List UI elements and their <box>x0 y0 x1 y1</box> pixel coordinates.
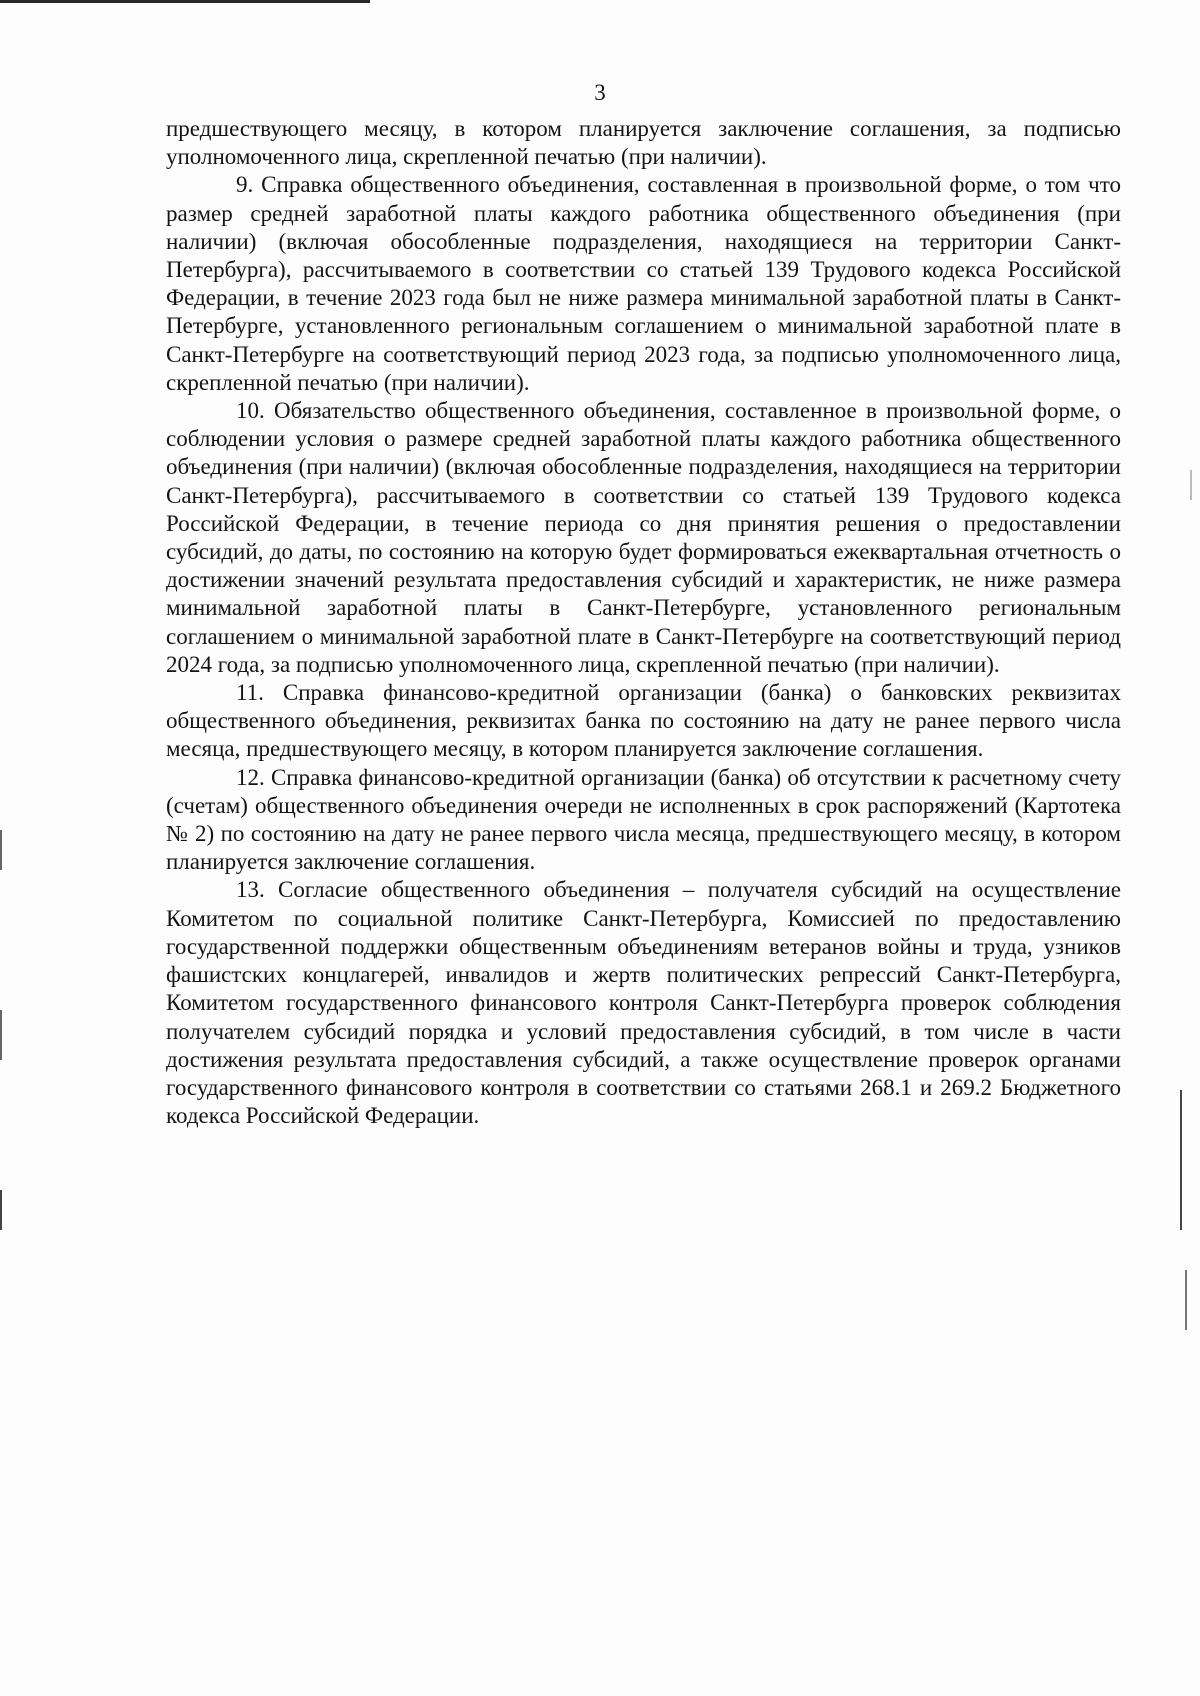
paragraph-continuation: предшествующего месяцу, в котором планируется заключение соглашения, за подписью уполномоченного лица, скрепленной печатью (при наличии). <box>166 116 1121 170</box>
page-number: 3 <box>594 80 606 105</box>
paragraph-item-13: 13. Согласие общественного объединения – получателя субсидий на осуществление Комитетом по социальной политике Санкт-Петербурга, Комиссией по предоставлению государственной поддержки общественным объединениям ветеранов войны и труда, узников фашистских концлагерей, инвалидов и жертв политических репрессий Санкт-Петербурга, Комитетом государственного финансового контроля Санкт-Петербурга проверок соблюдения получателем субсидий порядка и условий предоставления субсидий, в том числе в части достижения результата предоставления субсидий, а также осуществление проверок органами государственного финансового контроля в соответствии со статьями 268.1 и 269.2 Бюджетного кодекса Российской Федерации. <box>166 877 1121 1129</box>
paragraph-item-12: 12. Справка финансово-кредитной организации (банка) об отсутствии к расчетному счету (счетам) общественного объединения очереди не исполненных в срок распоряжений (Картотека № 2) по состоянию на дату не ранее первого числа месяца, предшествующего месяцу, в котором планируется заключение соглашения. <box>166 764 1121 875</box>
scan-artifact-mark <box>0 1190 2 1230</box>
scan-artifact-mark <box>1185 1270 1187 1330</box>
paragraph-item-9: 9. Справка общественного объединения, составленная в произвольной форме, о том что размер средней заработной платы каждого работника общественного объединения (при наличии) (включая обособленные подразделения, находящиеся на территории Санкт-Петербурга), рассчитываемого в соответствии со статьей 139 Трудового кодекса Российской Федерации, в течение 2023 года был не ниже размера минимальной заработной платы в Санкт-Петербурге, установленного региональным соглашением о минимальной заработной плате в Санкт-Петербурге на соответствующий период 2023 года, за подписью уполномоченного лица, скрепленной печатью (при наличии). <box>166 172 1121 395</box>
paragraph-item-11: 11. Справка финансово-кредитной организации (банка) о банковских реквизитах общественного объединения, реквизитах банка по состоянию на дату не ранее первого числа месяца, предшествующего месяцу, в котором планируется заключение соглашения. <box>166 680 1121 762</box>
scan-artifact-mark <box>1180 1090 1182 1230</box>
scan-artifact-mark <box>1190 470 1192 500</box>
scan-artifact-mark <box>0 1010 2 1060</box>
paragraph-item-10: 10. Обязательство общественного объединения, составленное в произвольной форме, о соблюдении условия о размере средней заработной платы каждого работника общественного объединения (при наличии) (включая обособленные подразделения, находящиеся на территории Санкт-Петербурга), рассчитываемого в соответствии со статьей 139 Трудового кодекса Российской Федерации, в течение периода со дня принятия решения о предоставлении субсидий, до даты, по состоянию на которую будет формироваться ежеквартальная отчетность о достижении значений результата предоставления субсидий и характеристик, не ниже размера минимальной заработной платы в Санкт-Петербурге, установленного региональным соглашением о минимальной заработной плате в Санкт-Петербурге на соответствующий период 2024 года, за подписью уполномоченного лица, скрепленной печатью (при наличии). <box>166 398 1121 677</box>
scan-artifact-mark <box>0 830 2 870</box>
scan-edge-bar <box>0 0 370 3</box>
document-body <box>166 115 1121 1130</box>
